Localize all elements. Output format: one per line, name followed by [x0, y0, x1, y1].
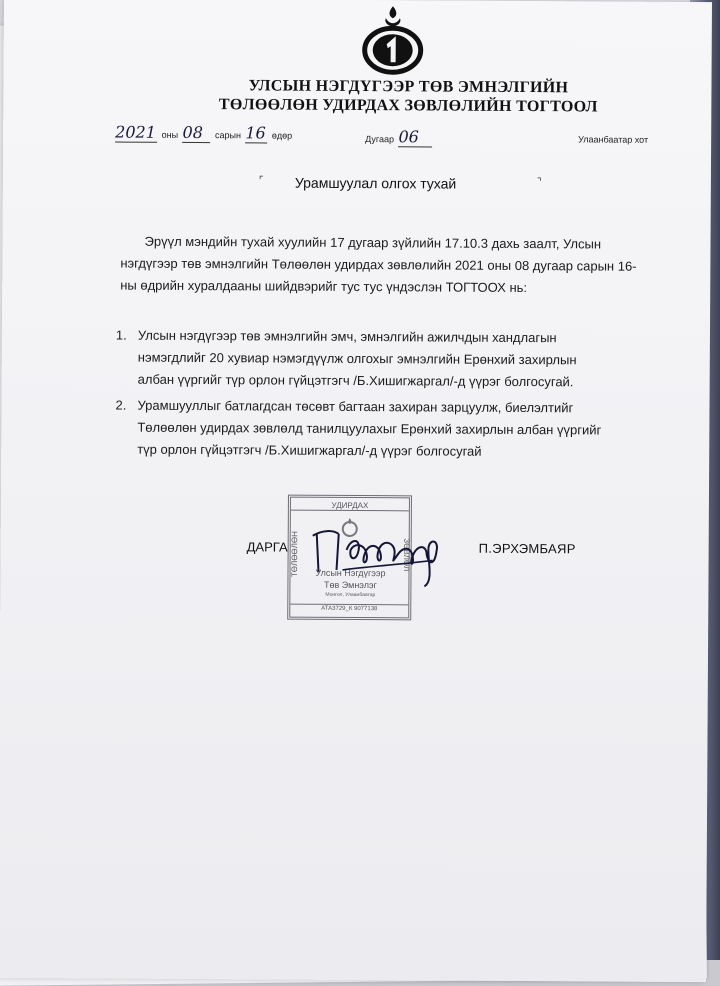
list-item-line: Улсын нэгдүгээр төв эмнэлгийн эмч, эмнэлгийн ажилчдын хандлагын — [137, 327, 557, 346]
list-item-line: нэмэгдлийг 20 хувиар нэмэгдүүлж олгохыг эмнэлгийн Ерөнхий захирлын — [137, 349, 577, 368]
handwritten-signature — [302, 520, 447, 591]
number-value: 06 — [398, 127, 432, 147]
document-number — [365, 127, 432, 147]
signer-name: П.ЭРХЭМБАЯР — [478, 540, 576, 557]
preamble-line-2: нэгдүгээр төв эмнэлгийн Төлөөлөн удирдах зөвлөлийн 2021 оны 08 дугаар сарын 16- — [120, 255, 637, 274]
stamp-bottom-text: АТА3729_К 9077138 — [290, 604, 408, 613]
preamble-line-1: Эрүүл мэндийн тухай хуулийн 17 дугаар зүйлийн 17.10.3 дахь заалт, Улсын — [144, 233, 602, 252]
date-line — [115, 123, 292, 144]
list-item-line: албан үүргийг түр орлон гүйцэтгэгч /Б.Хишигжаргал/-д үүрэг болгосугай. — [137, 371, 574, 390]
signer-title: ДАРГА — [246, 539, 288, 555]
date-year-suffix: оны — [161, 129, 179, 140]
list-item-number: 1. — [115, 327, 127, 343]
list-item-line: Урамшууллыг батлагдсан төсөвт багтаан захиран зарцуулж, биелэлтийг — [137, 397, 574, 416]
date-month-suffix: сарын — [214, 130, 241, 141]
date-year: 2021 — [115, 122, 156, 142]
stamp-center-line-2: Төв Эмнэлэг — [323, 579, 377, 591]
list-item-1 — [115, 325, 648, 394]
date-month: 08 — [182, 123, 210, 143]
letterhead-line-2: ТӨЛӨӨЛӨН УДИРДАХ ЗӨВЛӨЛИЙН ТОГТООЛ — [218, 96, 598, 116]
list-item-line: Төлөөлөн удирдах зөвлөлд танилцуулахыг Ерөнхий захирлын албан үүргийг — [137, 419, 602, 438]
stamp-center-line-3: Монгол, Улаанбаатар — [325, 591, 376, 599]
list-item-2 — [115, 395, 647, 464]
list-item-number: 2. — [115, 397, 127, 413]
stamp-left-text: ТӨЛӨӨЛӨН — [289, 531, 300, 578]
stamp-center-line-1: Улсын Нэгдүгээр — [315, 567, 386, 579]
number-label: Дугаар — [365, 134, 395, 145]
stamp-right-text: ЗӨВЛӨЛ — [402, 538, 412, 572]
subject-corner-left: ⌜ — [258, 175, 264, 187]
list-item-line: түр орлон гүйцэтгэгч /Б.Хишигжаргал/-д үүрэг болгосугай — [137, 441, 482, 459]
location: Улаанбаатар хот — [578, 134, 649, 145]
date-day: 16 — [245, 123, 266, 143]
subject-corner-right: ⌝ — [536, 177, 542, 189]
hospital-logo-icon — [362, 4, 424, 76]
preamble-line-3: ны өдрийн хуралдааны шийдвэрийг тус тус үндэслэн ТОГТООХ нь: — [120, 277, 528, 296]
letterhead-line-1: УЛСЫН НЭГДҮГЭЭР ТӨВ ЭМНЭЛГИЙН — [248, 77, 569, 97]
stamp-top-text: УДИРДАХ — [291, 501, 409, 512]
subject: Урамшуулал олгох тухай — [294, 174, 457, 192]
date-day-suffix: өдөр — [271, 130, 293, 141]
